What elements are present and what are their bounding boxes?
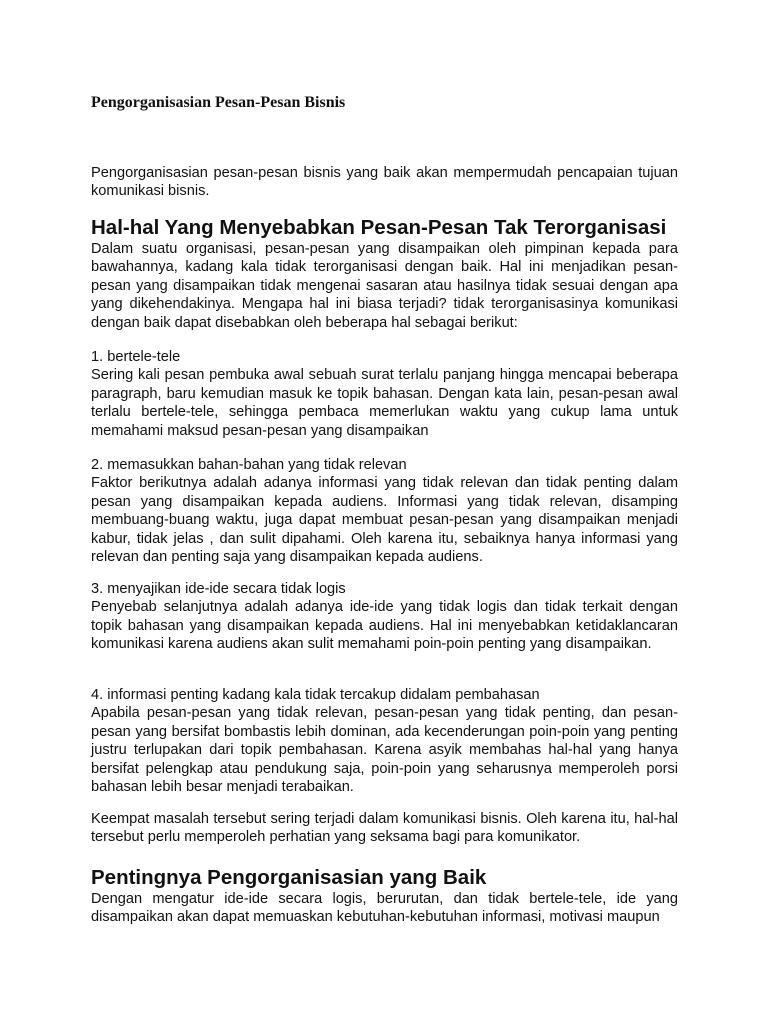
list-item-4-text: Apabila pesan-pesan yang tidak relevan, pesan-pesan yang tidak penting, dan pesan-pesan yang bersifat bombastis lebih dominan, ada kecenderungan poin-poin yang penting justru terlupakan dari topik pembahasan. Karena asyik membahas hal-hal yang hanya bersifat pelengkap atau pendukung saja, poin-poin yang seharusnya memperoleh porsi bahasan lebih besar menjadi terabaikan. [91, 705, 678, 796]
list-item-4-title: 4. informasi penting kadang kala tidak tercakup didalam pembahasan [91, 687, 540, 703]
list-item-2-title: 2. memasukkan bahan-bahan yang tidak relevan [91, 457, 407, 473]
list-item-1-text: Sering kali pesan pembuka awal sebuah surat terlalu panjang hingga mencapai beberapa paragraph, baru kemudian masuk ke topik bahasan. Dengan kata lain, pesan-pesan awal terlalu bertele-tele, sehingga pembaca memerlukan waktu yang cukup lama untuk memahami maksud pesan-pesan yang disampaikan [91, 367, 678, 439]
list-item-4 [91, 686, 678, 796]
section-importance-paragraph: Dengan mengatur ide-ide secara logis, berurutan, dan tidak bertele-tele, ide yang disampaikan akan dapat memuaskan kebutuhan-kebutuhan informasi, motivasi maupun [91, 891, 678, 926]
section-causes-paragraph: Dalam suatu organisasi, pesan-pesan yang disampaikan oleh pimpinan kepada para bawahannya, kadang kala tidak terorganisasi dengan baik. Hal ini menjadikan pesan-pesan yang disampaikan tidak mengenai sasaran atau hasilnya tidak sesuai dengan apa yang dikehendakinya. Mengapa hal ini biasa terjadi? tidak terorganisasinya komunikasi dengan baik dapat disebabkan oleh beberapa hal sebagai berikut: [91, 241, 678, 331]
list-item-3-text: Penyebab selanjutnya adalah adanya ide-ide yang tidak logis dan tidak terkait dengan topik bahasan yang disampaikan kepada audiens. Hal ini menyebabkan ketidaklancaran komunikasi karena audiens akan sulit memahami poin-poin penting yang disampaikan. [91, 599, 678, 653]
list-item-1-title: 1. bertele-tele [91, 349, 181, 365]
section-heading-importance: Pentingnya Pengorganisasian yang Baik [91, 866, 487, 889]
document-title: Pengorganisasian Pesan-Pesan Bisnis [91, 94, 346, 111]
list-item-3 [91, 580, 678, 654]
conclusion-paragraph: Keempat masalah tersebut sering terjadi dalam komunikasi bisnis. Oleh karena itu, hal-hal tersebut perlu memperoleh perhatian yang seksama bagi para komunikator. [91, 811, 678, 846]
list-item-3-title: 3. menyajikan ide-ide secara tidak logis [91, 581, 346, 597]
list-item-2 [91, 456, 678, 566]
list-item-1 [91, 348, 678, 440]
section-heading-causes: Hal-hal Yang Menyebabkan Pesan-Pesan Tak Terorganisasi [91, 216, 667, 239]
intro-paragraph: Pengorganisasian pesan-pesan bisnis yang baik akan mempermudah pencapaian tujuan komunikasi bisnis. [91, 165, 678, 200]
list-item-2-text: Faktor berikutnya adalah adanya informasi yang tidak relevan dan tidak penting dalam pesan yang disampaikan kepada audiens. Informasi yang tidak relevan, disamping membuang-buang waktu, juga dapat membuat pesan-pesan yang disampaikan menjadi kabur, tidak jelas , dan sulit dipahami. Oleh karena itu, sebaiknya hanya informasi yang relevan dan penting saja yang disampaikan kepada audiens. [91, 475, 678, 566]
